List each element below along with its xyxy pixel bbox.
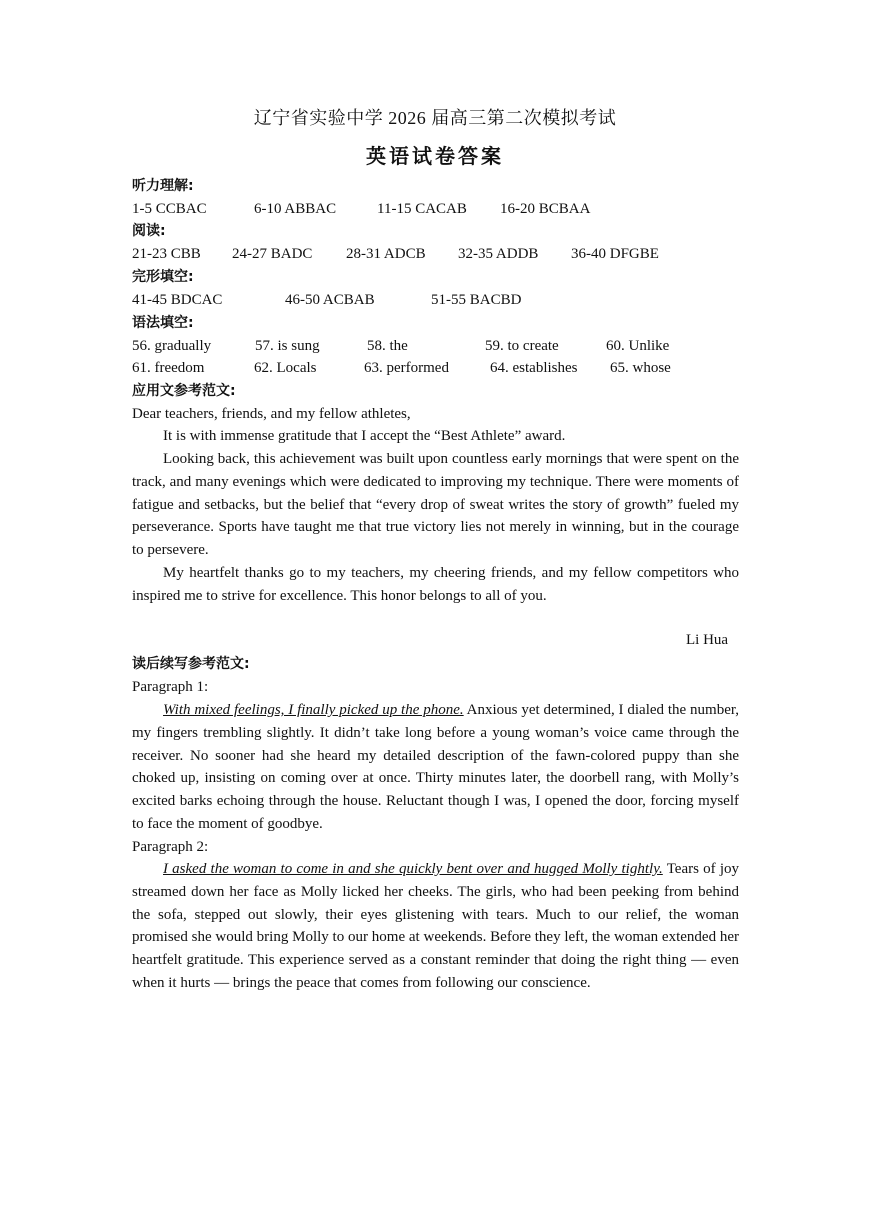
answer-group: 46-50 ACBAB (285, 292, 375, 308)
answer-group: 21-23 CBB (132, 246, 201, 262)
grammar-answer: 60. Unlike (606, 338, 670, 354)
answer-group: 28-31 ADCB (346, 246, 426, 262)
letter-paragraph: Looking back, this achievement was built upon countless early mornings that were spent on the track, and many evenings which were dedicated to improving my technique. There were moments of fatigue and setbacks, but the belief that “every drop of sweat writes the story of growth” fueled my perseverance. Sports have taught me that true victory lies not merely in winning, but in the courage to persevere. (132, 451, 739, 559)
paragraph-2-body: Tears of joy streamed down her face as Molly licked her cheeks. The girls, who had been peeking from behind the sofa, stepped out slowly, their eyes glistening with tears. Much to our relief, the woman promised she would bring Molly to our home at weekends. Before they left, the woman extended her heartfelt gratitude. This experience served as a constant reminder that doing the right thing — even when it hurts — brings the peace that comes from following our conscience. (132, 861, 739, 991)
answer-key-title: 英语试卷答案 (366, 144, 504, 168)
answer-group: 16-20 BCBAA (500, 201, 591, 217)
answer-group: 11-15 CACAB (377, 201, 467, 217)
paragraph-1-lead-sentence: With mixed feelings, I finally picked up the phone. (163, 702, 464, 718)
grammar-heading: 语法填空: (132, 315, 194, 331)
grammar-answer: 62. Locals (254, 360, 317, 376)
paragraph-1-label: Paragraph 1: (132, 679, 209, 695)
grammar-answer: 59. to create (485, 338, 559, 354)
grammar-answer: 65. whose (610, 360, 671, 376)
answer-group: 6-10 ABBAC (254, 201, 337, 217)
letter-paragraph: My heartfelt thanks go to my teachers, my cheering friends, and my fellow competitors who inspired me to strive for excellence. This honor belongs to all of you. (132, 565, 739, 604)
paragraph-2-label: Paragraph 2: (132, 839, 209, 855)
letter-signature: Li Hua (686, 632, 729, 648)
letter-greeting: Dear teachers, friends, and my fellow athletes, (132, 406, 411, 422)
paragraph-2-text (132, 858, 739, 995)
paragraph-2-lead-sentence: I asked the woman to come in and she quickly bent over and hugged Molly tightly. (163, 861, 663, 877)
paragraph-1-body: Anxious yet determined, I dialed the number, my fingers trembling slightly. It didn’t take long before a young woman’s voice came through the receiver. No sooner had she heard my detailed description of the fawn-colored puppy than she choked up, insisting on coming over at once. Thirty minutes later, the doorbell rang, with Molly’s excited barks echoing through the house. Reluctant though I was, I opened the door, forcing myself to face the moment of goodbye. (132, 702, 740, 832)
grammar-answer: 61. freedom (132, 360, 205, 376)
answer-group: 51-55 BACBD (431, 292, 522, 308)
practical-writing-heading: 应用文参考范文: (132, 383, 236, 399)
answer-group: 32-35 ADDB (458, 246, 539, 262)
grammar-answer: 63. performed (364, 360, 449, 376)
grammar-answer: 64. establishes (490, 360, 578, 376)
exam-title: 辽宁省实验中学 2026 届高三第二次模拟考试 (253, 108, 617, 128)
answer-group: 24-27 BADC (232, 246, 313, 262)
reading-heading: 阅读: (132, 223, 166, 239)
answer-group: 41-45 BDCAC (132, 292, 223, 308)
grammar-answer: 57. is sung (255, 338, 320, 354)
grammar-answer: 58. the (367, 338, 408, 354)
answer-group: 1-5 CCBAC (132, 201, 207, 217)
grammar-answer: 56. gradually (132, 338, 212, 354)
letter-paragraph: It is with immense gratitude that I accept the “Best Athlete” award. (163, 428, 566, 444)
answer-group: 36-40 DFGBE (571, 246, 659, 262)
paragraph-1-text (132, 699, 739, 836)
cloze-heading: 完形填空: (132, 269, 194, 285)
continuation-writing-heading: 读后续写参考范文: (132, 656, 250, 672)
listening-heading: 听力理解: (132, 178, 194, 194)
